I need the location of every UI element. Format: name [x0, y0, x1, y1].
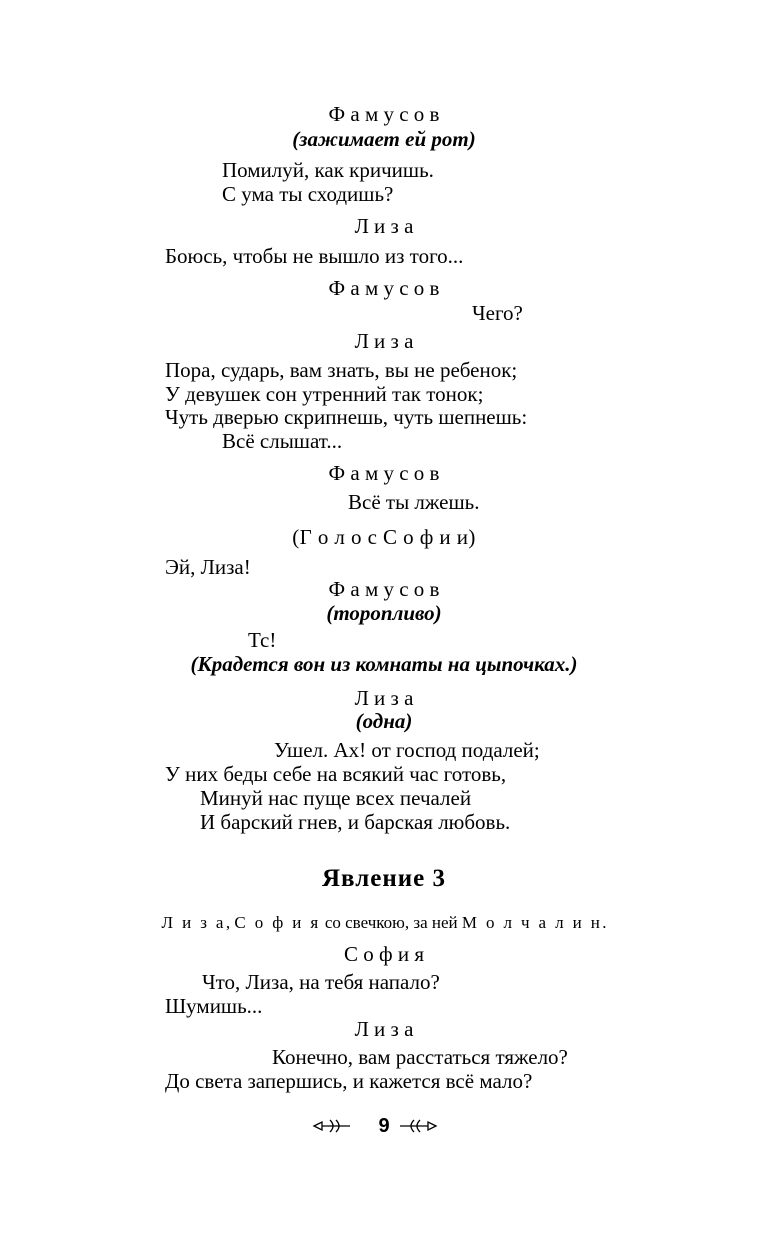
stage-direction: (Крадется вон из комнаты на цыпочках.) — [190, 652, 578, 676]
verse-line: Тс! — [248, 628, 277, 652]
verse-line: До света запершись, и кажется всё мало? — [165, 1069, 533, 1093]
cast-name: М о л ч а л и н — [461, 913, 603, 932]
verse-line: У них беды себе на всякий час готовь, — [165, 762, 507, 786]
speaker-famusov: Ф а м у с о в — [328, 276, 440, 300]
verse-line: Пора, сударь, вам знать, вы не ребенок; — [165, 358, 518, 382]
speaker-famusov: Ф а м у с о в — [328, 461, 440, 485]
verse-line: И барский гнев, и барская любовь. — [200, 810, 511, 834]
speaker-liza: Л и з а — [354, 686, 414, 710]
verse-line: Минуй нас пуще всех печалей — [200, 786, 472, 810]
verse-line: Чего? — [472, 301, 523, 325]
verse-line: Всё слышат... — [222, 429, 343, 453]
speaker-liza: Л и з а — [354, 214, 414, 238]
speaker-famusov: Ф а м у с о в — [328, 102, 440, 126]
verse-line: С ума ты сходишь? — [222, 182, 394, 206]
verse-line: Эй, Лиза! — [165, 555, 251, 579]
stage-direction: (торопливо) — [326, 601, 442, 625]
cast-name: С о ф и я — [234, 913, 321, 932]
speaker-liza: Л и з а — [354, 1017, 414, 1041]
cast-end: . — [602, 913, 607, 932]
verse-line: Шумишь... — [165, 994, 263, 1018]
verse-line: Что, Лиза, на тебя напало? — [202, 970, 440, 994]
cast-list — [0, 911, 768, 935]
verse-line: Конечно, вам расстаться тяжело? — [272, 1045, 568, 1069]
cast-separator: , — [225, 913, 235, 932]
verse-line: У девушек сон утренний так тонок; — [165, 382, 484, 406]
verse-line: Ушел. Ах! от господ подалей; — [274, 738, 540, 762]
verse-line: Всё ты лжешь. — [348, 490, 480, 514]
verse-line: Чуть дверью скрипнешь, чуть шепнешь: — [165, 405, 528, 429]
cast-name: Л и з а — [161, 913, 226, 932]
page-number: 9 — [378, 1115, 390, 1137]
cast-description: со свечкою, за ней — [320, 913, 462, 932]
stage-direction: (одна) — [355, 709, 413, 733]
speaker-sofia: С о ф и я — [343, 942, 424, 966]
verse-line: Помилуй, как кричишь. — [222, 158, 434, 182]
speaker-liza: Л и з а — [354, 329, 414, 353]
speaker-famusov: Ф а м у с о в — [328, 577, 440, 601]
right-ornament-icon — [398, 1116, 438, 1136]
offstage-voice: (Г о л о с С о ф и и) — [292, 525, 476, 549]
verse-line: Боюсь, чтобы не вышло из того... — [165, 244, 464, 268]
scene-heading: Явление 3 — [321, 865, 446, 892]
stage-direction: (зажимает ей рот) — [292, 127, 476, 151]
